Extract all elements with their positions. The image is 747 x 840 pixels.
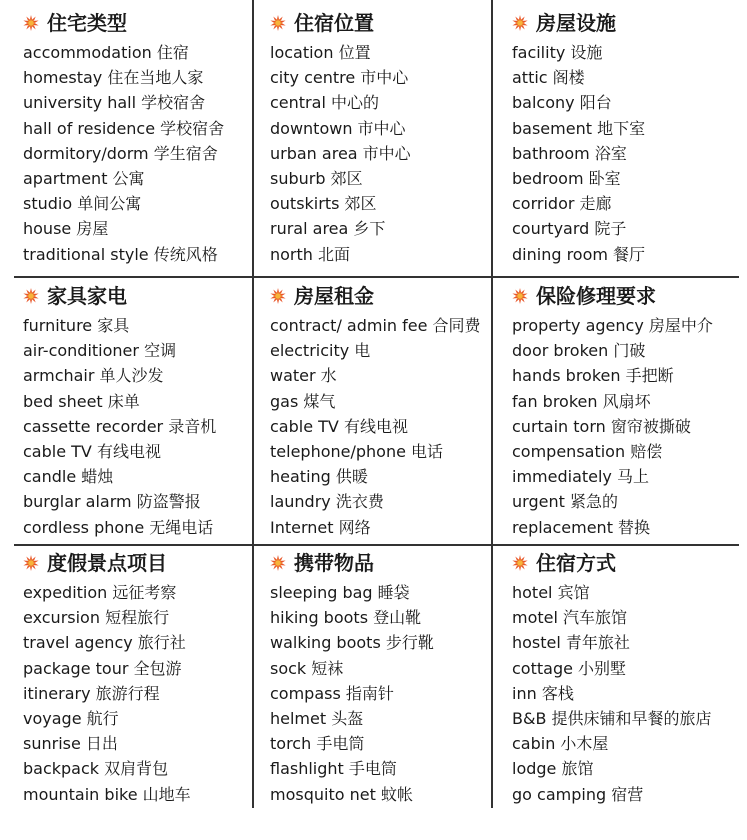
term-item: telephone/phone 电话 xyxy=(270,442,444,462)
term-item: cottage 小别墅 xyxy=(512,658,627,678)
term-item: house 房屋 xyxy=(23,219,109,239)
term-item: north 北面 xyxy=(270,244,351,264)
burst-icon xyxy=(512,555,528,571)
term-item: bathroom 浴室 xyxy=(512,143,627,163)
term-list xyxy=(512,40,747,267)
section-heading xyxy=(23,550,263,576)
term-item: central 中心的 xyxy=(270,93,379,113)
term-list xyxy=(23,313,263,540)
term-item: torch 手电筒 xyxy=(270,734,365,754)
term-item: Internet 网络 xyxy=(270,517,371,537)
section-title: 保险修理要求 xyxy=(536,284,656,308)
burst-icon xyxy=(23,555,39,571)
term-item: furniture 家具 xyxy=(23,316,130,335)
section-title: 住宿位置 xyxy=(294,11,374,35)
term-item: bed sheet 床单 xyxy=(23,391,140,411)
section-6 xyxy=(512,283,747,540)
burst-icon xyxy=(512,288,528,304)
term-list xyxy=(270,580,510,807)
term-item: gas 煤气 xyxy=(270,391,336,411)
term-item: candle 蜡烛 xyxy=(23,467,114,487)
section-title: 家具家电 xyxy=(47,284,127,308)
term-item: city centre 市中心 xyxy=(270,68,409,88)
term-item: courtyard 院子 xyxy=(512,219,627,239)
section-heading xyxy=(512,550,747,576)
term-item: sleeping bag 睡袋 xyxy=(270,583,410,602)
term-item: B&B 提供床铺和早餐的旅店 xyxy=(512,709,712,729)
term-item: sunrise 日出 xyxy=(23,734,118,754)
term-item: sock 短袜 xyxy=(270,658,344,678)
term-item: attic 阁楼 xyxy=(512,68,585,88)
term-item: curtain torn 窗帘被撕破 xyxy=(512,416,691,436)
term-item: excursion 短程旅行 xyxy=(23,608,170,628)
term-item: travel agency 旅行社 xyxy=(23,633,186,653)
section-7 xyxy=(23,550,263,807)
section-heading xyxy=(512,10,747,36)
term-item: door broken 门破 xyxy=(512,341,646,361)
term-item: flashlight 手电筒 xyxy=(270,759,397,779)
term-item: studio 单间公寓 xyxy=(23,194,142,214)
term-item: traditional style 传统风格 xyxy=(23,244,218,264)
term-item: mountain bike 山地车 xyxy=(23,784,191,804)
term-item: replacement 替换 xyxy=(512,517,651,537)
section-title: 携带物品 xyxy=(294,551,374,575)
section-1 xyxy=(23,10,263,267)
term-item: immediately 马上 xyxy=(512,467,649,487)
term-item: itinerary 旅游行程 xyxy=(23,683,160,703)
term-item: bedroom 卧室 xyxy=(512,169,621,189)
term-item: motel 汽车旅馆 xyxy=(512,608,628,628)
term-list xyxy=(270,313,510,540)
burst-icon xyxy=(512,15,528,31)
section-heading xyxy=(512,283,747,309)
section-3 xyxy=(512,10,747,267)
term-item: cassette recorder 录音机 xyxy=(23,416,217,436)
term-item: armchair 单人沙发 xyxy=(23,366,164,386)
term-list xyxy=(23,580,263,807)
term-item: cable TV 有线电视 xyxy=(270,416,408,436)
term-item: accommodation 住宿 xyxy=(23,43,189,62)
term-item: compensation 赔偿 xyxy=(512,442,663,462)
term-item: university hall 学校宿舍 xyxy=(23,93,206,113)
term-item: voyage 航行 xyxy=(23,709,119,729)
term-list xyxy=(23,40,263,267)
term-item: lodge 旅馆 xyxy=(512,759,594,779)
burst-icon xyxy=(270,15,286,31)
term-item: outskirts 郊区 xyxy=(270,194,377,214)
term-item: facility 设施 xyxy=(512,43,603,62)
section-heading xyxy=(23,283,263,309)
term-item: cabin 小木屋 xyxy=(512,734,609,754)
term-item: rural area 乡下 xyxy=(270,219,386,239)
term-item: dormitory/dorm 学生宿舍 xyxy=(23,143,218,163)
term-list xyxy=(512,580,747,807)
term-item: air-conditioner 空调 xyxy=(23,341,177,361)
burst-icon xyxy=(270,288,286,304)
term-item: laundry 洗衣费 xyxy=(270,492,384,512)
term-item: contract/ admin fee 合同费 xyxy=(270,316,481,335)
section-title: 住宿方式 xyxy=(536,551,616,575)
section-8 xyxy=(270,550,510,807)
term-item: walking boots 步行靴 xyxy=(270,633,434,653)
term-item: hands broken 手把断 xyxy=(512,366,674,386)
term-item: suburb 郊区 xyxy=(270,169,363,189)
term-item: corridor 走廊 xyxy=(512,194,612,214)
term-list xyxy=(270,40,510,267)
section-title: 住宅类型 xyxy=(47,11,127,35)
term-item: dining room 餐厅 xyxy=(512,244,646,264)
term-item: fan broken 风扇坏 xyxy=(512,391,651,411)
term-item: urgent 紧急的 xyxy=(512,492,618,512)
term-item: hall of residence 学校宿舍 xyxy=(23,118,225,138)
section-2 xyxy=(270,10,510,267)
section-title: 房屋租金 xyxy=(294,284,374,308)
term-item: compass 指南针 xyxy=(270,683,394,703)
term-item: burglar alarm 防盗警报 xyxy=(23,492,201,512)
section-4 xyxy=(23,283,263,540)
term-item: backpack 双肩背包 xyxy=(23,759,169,779)
term-item: hiking boots 登山靴 xyxy=(270,608,422,628)
term-item: heating 供暖 xyxy=(270,467,368,487)
horizontal-rule-1 xyxy=(14,276,739,278)
term-item: mosquito net 蚊帐 xyxy=(270,784,413,804)
term-item: electricity 电 xyxy=(270,341,371,361)
section-title: 房屋设施 xyxy=(536,11,616,35)
term-item: apartment 公寓 xyxy=(23,169,145,189)
term-item: property agency 房屋中介 xyxy=(512,316,713,335)
section-title: 度假景点项目 xyxy=(47,551,167,575)
term-list xyxy=(512,313,747,540)
term-item: location 位置 xyxy=(270,43,371,62)
section-9 xyxy=(512,550,747,807)
term-item: homestay 住在当地人家 xyxy=(23,68,204,88)
section-5 xyxy=(270,283,510,540)
term-item: package tour 全包游 xyxy=(23,658,182,678)
burst-icon xyxy=(23,15,39,31)
term-item: water 水 xyxy=(270,366,337,386)
term-item: balcony 阳台 xyxy=(512,93,612,113)
term-item: downtown 市中心 xyxy=(270,118,406,138)
burst-icon xyxy=(23,288,39,304)
section-heading xyxy=(270,10,510,36)
term-item: inn 客栈 xyxy=(512,683,574,703)
section-heading xyxy=(270,283,510,309)
term-item: helmet 头盔 xyxy=(270,709,364,729)
horizontal-rule-2 xyxy=(14,544,739,546)
burst-icon xyxy=(270,555,286,571)
term-item: basement 地下室 xyxy=(512,118,646,138)
term-item: hotel 宾馆 xyxy=(512,583,590,602)
section-heading xyxy=(23,10,263,36)
term-item: hostel 青年旅社 xyxy=(512,633,630,653)
section-heading xyxy=(270,550,510,576)
term-item: cordless phone 无绳电话 xyxy=(23,517,214,537)
term-item: urban area 市中心 xyxy=(270,143,411,163)
term-item: go camping 宿营 xyxy=(512,784,644,804)
term-item: expedition 远征考察 xyxy=(23,583,177,602)
term-item: cable TV 有线电视 xyxy=(23,442,161,462)
